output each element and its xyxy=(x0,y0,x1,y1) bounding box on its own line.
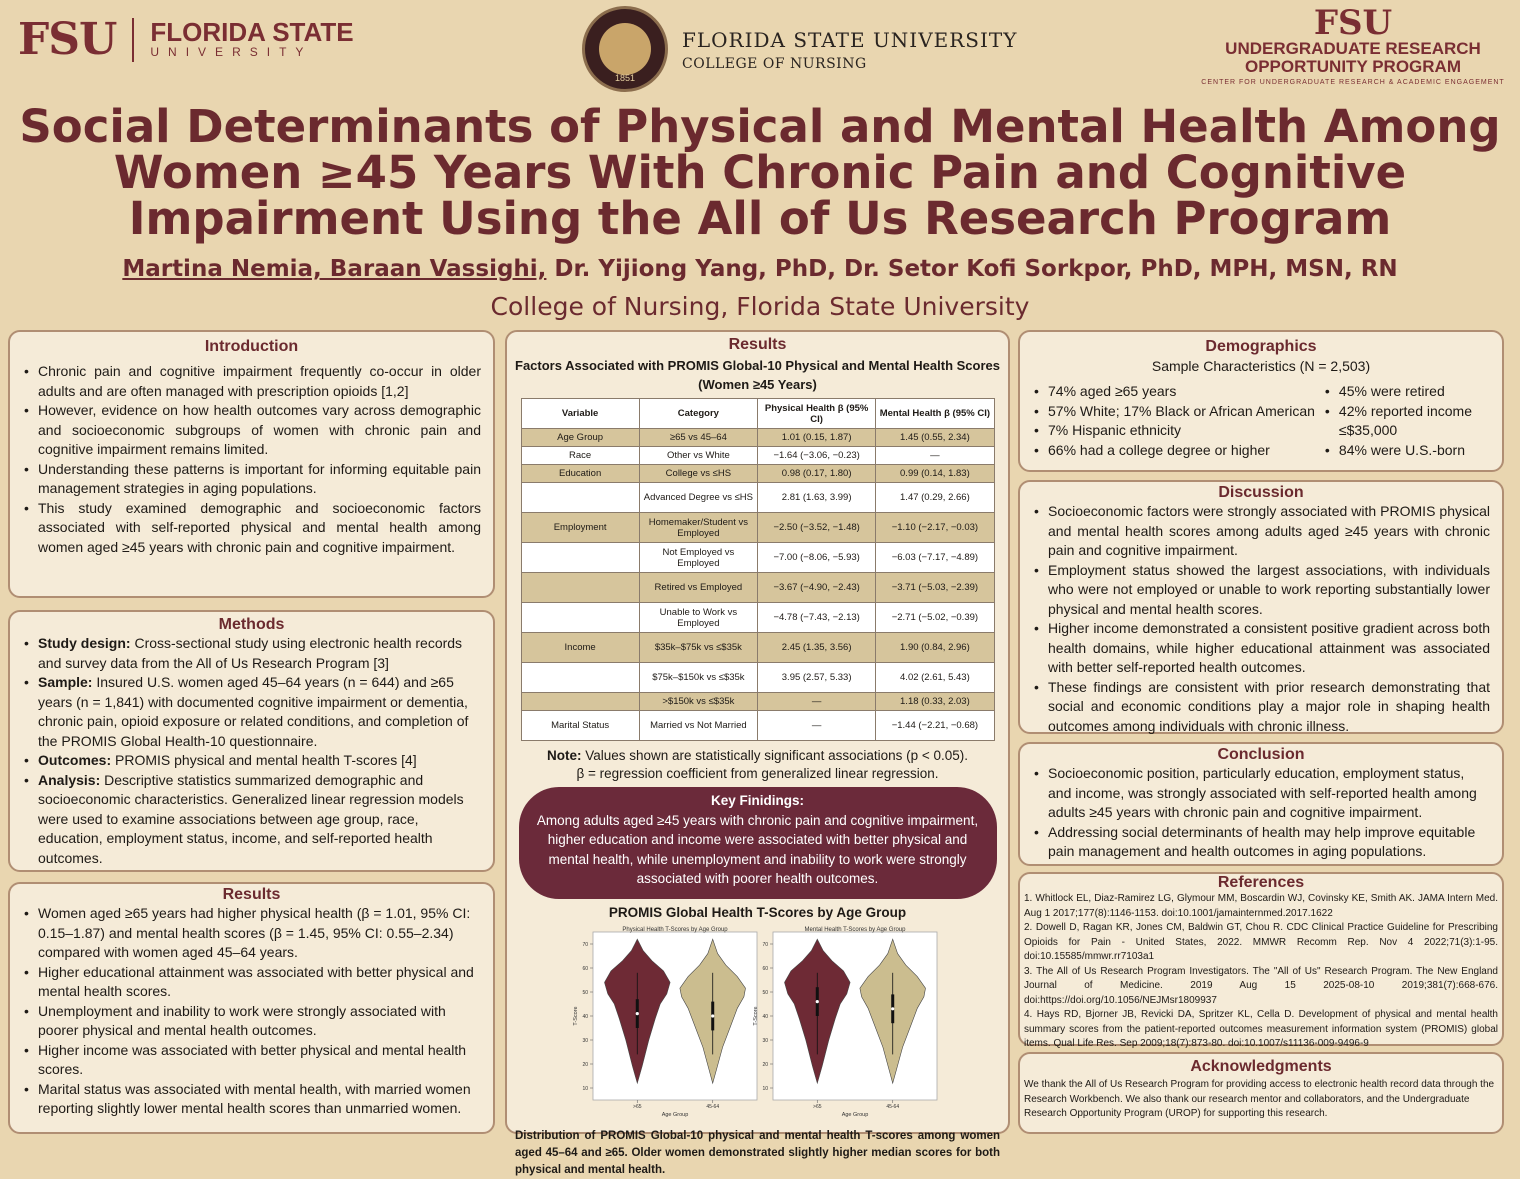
table-title: Factors Associated with PROMIS Global-10 Physical and Mental Health Scores (Women ≥45 Years) xyxy=(515,358,1000,392)
list-item: • This study examined demographic and socioeconomic factors associated with self-reported physical and mental health among women aged ≥45 years with chronic pain and cognitive impairment. xyxy=(22,499,481,558)
y-tick-label: 50 xyxy=(582,989,588,996)
column-header: Physical Health β (95% CI) xyxy=(758,399,876,429)
demographics-section xyxy=(1018,330,1504,472)
table-cell: Income xyxy=(521,633,639,663)
table-row xyxy=(521,633,994,663)
list-item: • Study design: Cross-sectional study using electronic health records and survey data from the All of Us Research Program [3] xyxy=(22,634,481,673)
y-tick-label: 60 xyxy=(582,965,588,972)
section-heading: Discussion xyxy=(1218,484,1304,501)
list-item: • 7% Hispanic ethnicity xyxy=(1032,421,1323,441)
list-item: • Chronic pain and cognitive impairment frequently co-occur in older adults and are often managed with prescription opioids [1,2] xyxy=(22,362,481,401)
table-cell xyxy=(521,483,639,513)
table-cell: Race xyxy=(521,447,639,465)
median-marker xyxy=(711,1014,714,1017)
seal-year: 1851 xyxy=(614,73,636,83)
table-cell: −2.71 (−5.02, −0.39) xyxy=(876,603,994,633)
fsu-name-line2: UNIVERSITY xyxy=(150,45,313,60)
violin-plots xyxy=(515,924,1002,1126)
table-cell: 3.95 (2.57, 5.33) xyxy=(758,663,876,693)
table-cell: — xyxy=(758,693,876,711)
y-tick-label: 60 xyxy=(762,965,768,972)
column-header: Category xyxy=(639,399,757,429)
y-axis-label: T-Score xyxy=(753,1005,759,1026)
table-cell: Not Employed vs Employed xyxy=(639,543,757,573)
reference-item: 4. Hays RD, Bjorner JB, Revicki DA, Spritzer KL, Cella D. Development of physical and mental health summary scores from the patient-reported outcomes measurement information system (PROMIS) global items. Qual Life Res. Sep 2009;18(7):873-80. doi:10.1007/s11136-009-9496-9 xyxy=(1024,1009,1498,1049)
table-cell xyxy=(521,693,639,711)
urop-logo xyxy=(1198,3,1508,86)
section-heading: Results xyxy=(728,336,787,353)
table-row xyxy=(521,429,994,447)
college-of-nursing-logo xyxy=(682,28,1017,72)
list-item: • Sample: Insured U.S. women aged 45–64 years (n = 644) and ≥65 years (n = 1,841) with documented cognitive impairment or dementia, chronic pain, opioid exposure or related conditions, and completion of the PROMIS Global Health-10 questionnaire. xyxy=(22,673,481,751)
table-cell: $35k–$75k vs ≤$35k xyxy=(639,633,757,663)
x-tick-label: 45-64 xyxy=(886,1103,900,1110)
y-tick-label: 10 xyxy=(762,1085,768,1092)
table-cell: Unable to Work vs Employed xyxy=(639,603,757,633)
table-cell xyxy=(521,663,639,693)
table-cell: 1.45 (0.55, 2.34) xyxy=(876,429,994,447)
key-findings-callout xyxy=(519,787,997,899)
table-cell: 1.47 (0.29, 2.66) xyxy=(876,483,994,513)
discussion-section xyxy=(1018,480,1504,734)
methods-section xyxy=(8,610,495,872)
affiliation: College of Nursing, Florida State University xyxy=(490,292,1030,321)
x-axis-label: Age Group xyxy=(841,1111,869,1118)
list-item: • Marital status was associated with mental health, with married women reporting slightly lower mental health scores than unmarried women. xyxy=(22,1080,481,1119)
table-cell: 1.01 (0.15, 1.87) xyxy=(758,429,876,447)
results-table-section xyxy=(505,330,1010,1176)
table-cell: College vs ≤HS xyxy=(639,465,757,483)
table-cell: Married vs Not Married xyxy=(639,711,757,741)
x-axis-label: Age Group xyxy=(661,1111,689,1118)
list-item: • Higher educational attainment was associated with better physical and mental health scores. xyxy=(22,963,481,1002)
chart-title: Mental Health T-Scores by Age Group xyxy=(804,926,906,933)
key-findings-text: Among adults aged ≥45 years with chronic pain and cognitive impairment, higher education and income were associated with better physical and mental health, while unemployment and inability to work were strongly associated with poorer health outcomes. xyxy=(536,812,979,886)
list-item: • 84% were U.S.-born xyxy=(1323,441,1490,461)
list-item: • Understanding these patterns is important for informing equitable pain management strategies in aging populations. xyxy=(22,460,481,499)
list-item: • 74% aged ≥65 years xyxy=(1032,382,1323,402)
section-heading: References xyxy=(1217,874,1305,891)
list-item: • 66% had a college degree or higher xyxy=(1032,441,1323,461)
university-seal-icon xyxy=(582,6,668,92)
table-row xyxy=(521,465,994,483)
list-item: • Addressing social determinants of health may help improve equitable pain management and health outcomes in aging populations. xyxy=(1032,823,1490,862)
table-cell: −1.10 (−2.17, −0.03) xyxy=(876,513,994,543)
table-cell: −7.00 (−8.06, −5.93) xyxy=(758,543,876,573)
y-tick-label: 20 xyxy=(762,1061,768,1068)
table-cell: 4.02 (2.61, 5.43) xyxy=(876,663,994,693)
title-line: Social Determinants of Physical and Mental Health Among xyxy=(19,100,1501,153)
list-item: • Employment status showed the largest associations, with individuals who were not employed or unable to work reporting substantially lower physical and mental health scores. xyxy=(1032,561,1490,620)
table-cell: −1.64 (−3.06, −0.23) xyxy=(758,447,876,465)
college-line1: FLORIDA STATE UNIVERSITY xyxy=(682,28,1018,52)
median-marker xyxy=(891,1007,894,1010)
list-item: • These findings are consistent with prior research demonstrating that social and economic conditions play a major role in shaping health outcomes among individuals with chronic illness. xyxy=(1032,678,1490,737)
introduction-section xyxy=(8,330,495,598)
table-row xyxy=(521,663,994,693)
chart-title: Physical Health T-Scores by Age Group xyxy=(622,926,728,933)
table-cell: Homemaker/Student vs Employed xyxy=(639,513,757,543)
list-item: • Unemployment and inability to work were strongly associated with poorer physical and mental health outcomes. xyxy=(22,1002,481,1041)
table-cell: 2.45 (1.35, 3.56) xyxy=(758,633,876,663)
table-note: Note: Values shown are statistically significant associations (p < 0.05). β = regression coefficient from generalized linear regression. xyxy=(546,748,969,781)
title-line: Impairment Using the All of Us Research Program xyxy=(128,192,1392,245)
table-cell: 0.99 (0.14, 1.83) xyxy=(876,465,994,483)
list-item: • Outcomes: PROMIS physical and mental health T-scores [4] xyxy=(22,751,481,771)
table-cell: Marital Status xyxy=(521,711,639,741)
table-cell xyxy=(521,603,639,633)
y-tick-label: 30 xyxy=(582,1037,588,1044)
y-axis-label: T-Score xyxy=(573,1005,579,1026)
title-line: Women ≥45 Years With Chronic Pain and Cognitive xyxy=(113,146,1407,199)
table-cell: Retired vs Employed xyxy=(639,573,757,603)
table-cell: — xyxy=(876,447,994,465)
section-heading: Introduction xyxy=(204,338,299,355)
table-cell: $75k–$150k vs ≤$35k xyxy=(639,663,757,693)
list-item: • 42% reported income ≤$35,000 xyxy=(1323,402,1490,441)
table-cell: −3.71 (−5.03, −2.39) xyxy=(876,573,994,603)
table-row xyxy=(521,543,994,573)
y-tick-label: 70 xyxy=(762,941,768,948)
reference-item: 3. The All of Us Research Program Investigators. The "All of Us" Research Program. The New England Journal of Medicine. 2019 Aug 15 2025-08-10 2019;381(7):668-676. doi:https://doi.org/10.1056/NEJMsr1809937 xyxy=(1024,965,1498,1006)
y-tick-label: 50 xyxy=(762,989,768,996)
acknowledgments-section xyxy=(1018,1052,1504,1134)
table-cell: ≥65 vs 45–64 xyxy=(639,429,757,447)
fsu-name-line1: FLORIDA STATE xyxy=(150,17,354,48)
poster-header xyxy=(0,0,1520,100)
table-row xyxy=(521,513,994,543)
table-row xyxy=(521,447,994,465)
y-tick-label: 40 xyxy=(582,1013,588,1020)
logo-divider xyxy=(132,18,134,62)
violin-figure xyxy=(515,924,1000,1126)
section-heading: Conclusion xyxy=(1217,746,1305,763)
y-tick-label: 30 xyxy=(762,1037,768,1044)
table-cell: Other vs White xyxy=(639,447,757,465)
fsu-mark: FSU xyxy=(18,14,117,65)
list-item: • Higher income was associated with better physical and mental health scores. xyxy=(22,1041,481,1080)
table-cell: >$150k vs ≤$35k xyxy=(639,693,757,711)
urop-line2: OPPORTUNITY PROGRAM xyxy=(1245,56,1461,76)
table-cell: Advanced Degree vs ≤HS xyxy=(639,483,757,513)
student-authors: Martina Nemia, Baraan Vassighi, xyxy=(122,256,547,282)
urop-mark: FSU xyxy=(1313,3,1393,43)
acknowledgments-text: We thank the All of Us Research Program for providing access to electronic health record data through the Research Workbench. We also thank our research mentor and collaborators, and the Undergraduate Research Opportunity Program (UROP) for supporting this research. xyxy=(1024,1079,1495,1119)
list-item: • Higher income demonstrated a consistent positive gradient across both health domains, while higher educational attainment was associated with better self-reported health outcomes. xyxy=(1032,619,1490,678)
section-heading: Results xyxy=(222,886,281,903)
table-cell: 1.18 (0.33, 2.03) xyxy=(876,693,994,711)
urop-line3: CENTER FOR UNDERGRADUATE RESEARCH & ACADEMIC ENGAGEMENT xyxy=(1201,78,1505,86)
section-heading: Methods xyxy=(218,616,285,633)
y-tick-label: 40 xyxy=(762,1013,768,1020)
column-header: Variable xyxy=(521,399,639,429)
list-item: • 57% White; 17% Black or African American xyxy=(1032,402,1323,422)
y-tick-label: 10 xyxy=(582,1085,588,1092)
median-marker xyxy=(636,1012,639,1015)
table-cell: −3.67 (−4.90, −2.43) xyxy=(758,573,876,603)
demographics-subheading: Sample Characteristics (N = 2,503) xyxy=(1151,358,1371,374)
table-cell xyxy=(521,573,639,603)
median-marker xyxy=(816,1000,819,1003)
results-table xyxy=(521,398,995,741)
results-summary-section xyxy=(8,882,495,1134)
table-cell: 1.90 (0.84, 2.96) xyxy=(876,633,994,663)
table-cell: — xyxy=(758,711,876,741)
list-item: • However, evidence on how health outcomes vary across demographic and socioeconomic subgroups of women with chronic pain and cognitive impairment remains limited. xyxy=(22,401,481,460)
authors xyxy=(0,256,1520,282)
section-heading: Acknowledgments xyxy=(1190,1058,1332,1075)
table-row xyxy=(521,483,994,513)
figure-title: PROMIS Global Health T-Scores by Age Group xyxy=(608,904,907,920)
y-tick-label: 20 xyxy=(582,1061,588,1068)
table-cell: Employment xyxy=(521,513,639,543)
poster-title xyxy=(0,100,1520,245)
table-cell: Age Group xyxy=(521,429,639,447)
table-row xyxy=(521,573,994,603)
reference-item: 2. Dowell D, Ragan KR, Jones CM, Baldwin GT, Chou R. CDC Clinical Practice Guideline for Prescribing Opioids for Pain - United States, 2022. MMWR Recomm Rep. Nov 4 2022;71(3):1-95. doi:10.15585/mmwr.rr7103a1 xyxy=(1024,922,1498,962)
key-findings-heading: Key Finidings: xyxy=(710,793,804,808)
y-tick-label: 70 xyxy=(582,941,588,948)
column-header: Mental Health β (95% CI) xyxy=(876,399,994,429)
x-tick-label: >65 xyxy=(633,1103,642,1110)
table-cell: 0.98 (0.17, 1.80) xyxy=(758,465,876,483)
list-item: • Analysis: Descriptive statistics summarized demographic and socioeconomic characteristics. Generalized linear regression models were used to examine associations between age group, race, education, employment status, income, and self-reported health outcomes. xyxy=(22,771,481,869)
table-cell: 2.81 (1.63, 3.99) xyxy=(758,483,876,513)
faculty-authors: Dr. Yijiong Yang, PhD, Dr. Setor Kofi Sorkpor, PhD, MPH, MSN, RN xyxy=(546,256,1398,282)
table-cell: −1.44 (−2.21, −0.68) xyxy=(876,711,994,741)
table-cell xyxy=(521,543,639,573)
table-cell: −2.50 (−3.52, −1.48) xyxy=(758,513,876,543)
fsu-logo xyxy=(18,14,354,65)
x-tick-label: 45-64 xyxy=(706,1103,720,1110)
references-section xyxy=(1018,872,1504,1049)
table-cell: Education xyxy=(521,465,639,483)
table-row xyxy=(521,693,994,711)
reference-item: 1. Whitlock EL, Diaz-Ramirez LG, Glymour MM, Boscardin WJ, Covinsky KE, Smith AK. JAMA Intern Med. Aug 1 2017;177(8):1146-1153. doi:10.1001/jamainternmed.2017.1622 xyxy=(1024,893,1498,919)
table-cell: −6.03 (−7.17, −4.89) xyxy=(876,543,994,573)
table-row xyxy=(521,603,994,633)
college-line2: COLLEGE OF NURSING xyxy=(682,56,867,72)
section-heading: Demographics xyxy=(1205,338,1317,355)
list-item: • Socioeconomic position, particularly education, employment status, and income, was strongly associated with self-reported health among adults ≥45 years with chronic pain and cognitive impairment. xyxy=(1032,764,1490,823)
list-item: • 45% were retired xyxy=(1323,382,1490,402)
list-item: • Socioeconomic factors were strongly associated with PROMIS physical and mental health scores among adults aged ≥45 years with chronic pain and cognitive impairment. xyxy=(1032,502,1490,561)
x-tick-label: >65 xyxy=(813,1103,822,1110)
conclusion-section xyxy=(1018,742,1504,866)
table-cell: −4.78 (−7.43, −2.13) xyxy=(758,603,876,633)
table-row xyxy=(521,711,994,741)
figure-caption: Distribution of PROMIS Global-10 physical and mental health T-scores among women aged 45–64 and ≥65. Older women demonstrated slightly higher median scores for both physical and mental health. xyxy=(515,1129,1000,1176)
list-item: • Women aged ≥65 years had higher physical health (β = 1.01, 95% CI: 0.15–1.87) and mental health scores (β = 1.45, 95% CI: 0.55–2.34) compared with women aged 45–64 years. xyxy=(22,904,481,963)
urop-line1: UNDERGRADUATE RESEARCH xyxy=(1225,39,1481,58)
